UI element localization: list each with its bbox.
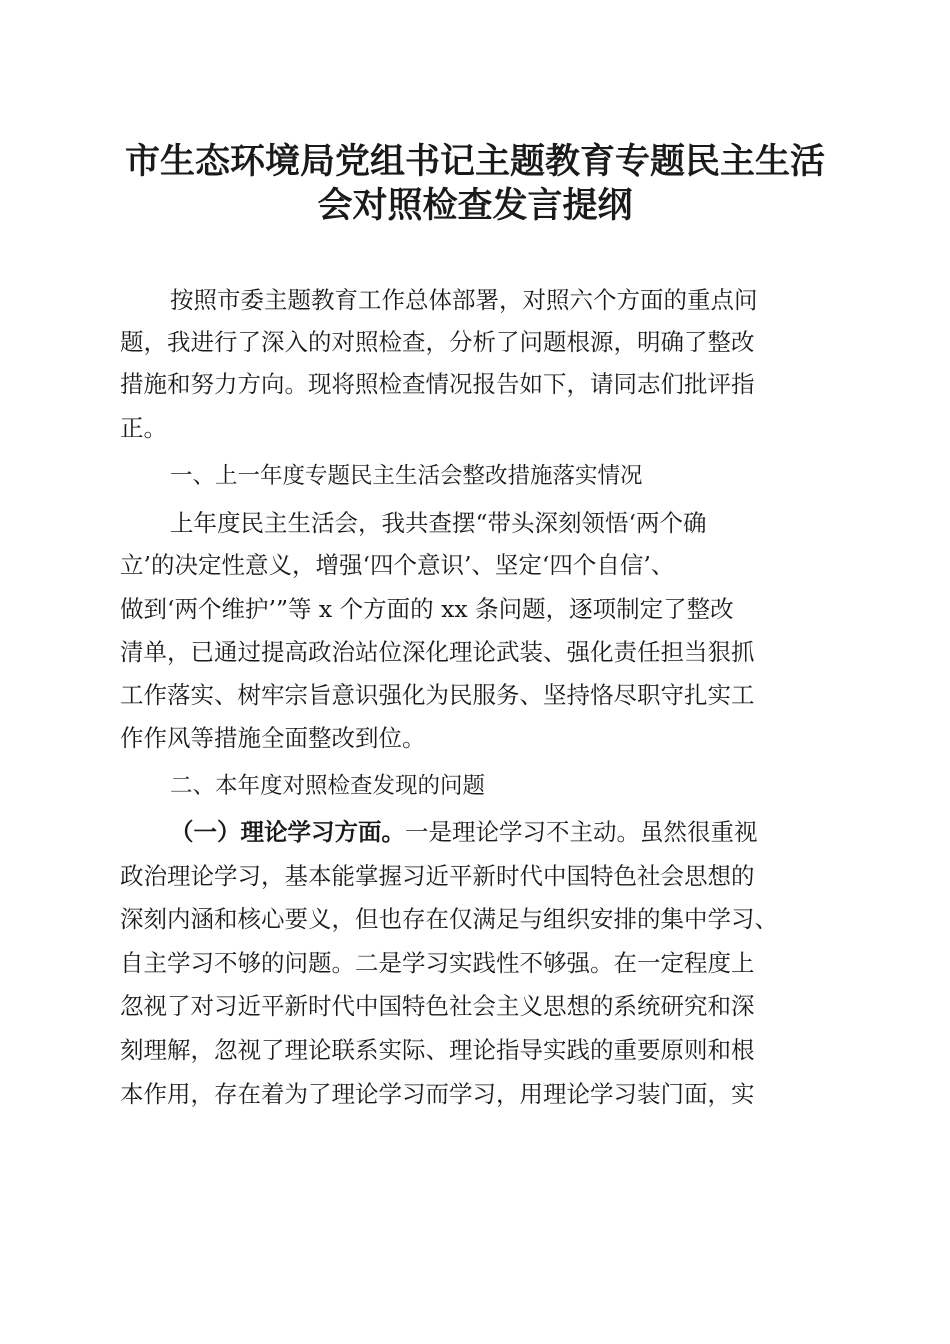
section-2-line-4: 自主学习不够的问题。二是学习实践性不够强。在一定程度上 — [120, 949, 755, 977]
document-title-line-1: 市生态环境局党组书记主题教育专题民主生活 — [124, 141, 825, 182]
section-1-line-6: 作作风等措施全面整改到位。 — [120, 724, 426, 752]
intro-line-4: 正。 — [120, 414, 167, 442]
subsection-1-first-rest: 一是理论学习不主动。虽然很重视 — [405, 818, 758, 846]
section-2-line-1 — [170, 817, 758, 847]
document-title-line-2: 会对照检查发言提纲 — [317, 185, 633, 226]
section-2-line-5: 忽视了对习近平新时代中国特色社会主义思想的系统研究和深 — [120, 992, 755, 1020]
section-1-line-2: 立’的决定性意义，增强‘四个意识’、坚定‘四个自信’、 — [120, 551, 675, 579]
section-2-line-6: 刻理解，忽视了理论联系实际、理论指导实践的重要原则和根 — [120, 1036, 755, 1064]
section-2-line-7: 本作用，存在着为了理论学习而学习，用理论学习装门面，实 — [120, 1080, 755, 1108]
section-1-line-4: 清单，已通过提高政治站位深化理论武装、强化责任担当狠抓 — [120, 638, 755, 666]
section-2-line-2: 政治理论学习，基本能掌握习近平新时代中国特色社会思想的 — [120, 862, 755, 890]
section-1-line-1: 上年度民主生活会，我共查摆“带头深刻领悟‘两个确 — [170, 509, 707, 537]
section-2-line-3: 深刻内涵和核心要义，但也存在仅满足与组织安排的集中学习、 — [120, 905, 778, 933]
intro-line-3: 措施和努力方向。现将照检查情况报告如下，请同志们批评指 — [120, 370, 755, 398]
section-1-line-5: 工作落实、树牢宗旨意识强化为民服务、坚持恪尽职守扎实工 — [120, 681, 755, 709]
section-1-heading: 一、上一年度专题民主生活会整改措施落实情况 — [170, 463, 643, 489]
section-2-heading: 二、本年度对照检查发现的问题 — [170, 773, 486, 799]
section-1-line-3: 做到‘两个维护’”等 x 个方面的 xx 条问题，逐项制定了整改 — [120, 595, 734, 623]
intro-line-2: 题，我进行了深入的对照检查，分析了问题根源，明确了整改 — [120, 328, 755, 356]
intro-line-1: 按照市委主题教育工作总体部署，对照六个方面的重点问 — [170, 286, 758, 314]
subsection-1-lead: （一）理论学习方面。 — [170, 818, 405, 846]
